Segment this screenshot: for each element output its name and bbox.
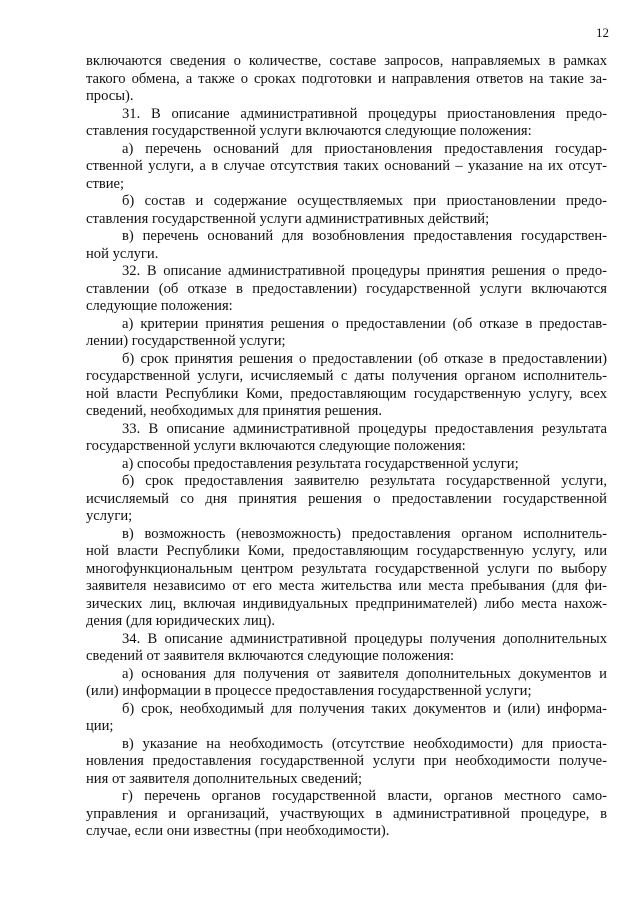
text-line: сведений, необходимых для принятия решения.: [86, 403, 383, 419]
text-line: ставлении (об отказе в предоставлении) государственной услуги включаются: [86, 280, 607, 297]
text-line: государственной услуги, исчисляемый с даты получения органом исполнитель-: [86, 368, 607, 384]
text-line: б) состав и содержание осуществляемых при приостановлении предо-: [122, 193, 607, 209]
text-line: в) указание на необходимость (отсутствие необходимости) для приоста-: [122, 735, 607, 752]
text-line: в) перечень оснований для возобновления предоставления государствен-: [122, 228, 607, 244]
paragraph: [86, 141, 607, 194]
text-line: а) основания для получения от заявителя дополнительных документов и: [122, 665, 607, 682]
text-line: дения (для юридических лиц).: [86, 613, 275, 629]
text-line: 34. В описание административной процедуры получения дополнительных: [122, 630, 607, 647]
paragraph: [86, 351, 607, 421]
text-line: г) перечень органов государственной власти, органов местного само-: [122, 788, 607, 804]
text-line: а) перечень оснований для приостановления предоставления государ-: [122, 140, 607, 157]
paragraph: [86, 263, 607, 316]
text-line: многофункциональным центром результата государственной услуги по выбору: [86, 560, 607, 577]
paragraph: [86, 193, 607, 228]
paragraph: [86, 526, 607, 631]
text-line: исчисляемый со дня принятия решения о предоставлении государственной: [86, 490, 607, 507]
text-line: б) срок, необходимый для получения таких документов и (или) информа-: [122, 700, 607, 717]
paragraph: [86, 106, 607, 141]
text-line: управления и организаций, участвующих в административной процедуре, в: [86, 805, 607, 822]
text-line: ствие;: [86, 175, 125, 192]
text-line: зических лиц, включая индивидуальных предпринимателей) либо места нахож-: [86, 595, 607, 612]
paragraph: [86, 701, 607, 736]
text-line: 32. В описание административной процедуры принятия решения о предо-: [122, 263, 607, 279]
text-line: просы).: [86, 88, 134, 104]
paragraph: [86, 473, 607, 526]
text-line: б) срок принятия решения о предоставлении (об отказе в предоставлении): [122, 350, 607, 367]
paragraph: [86, 788, 607, 841]
text-line: в) возможность (невозможность) предоставления органом исполнитель-: [122, 525, 607, 542]
text-line: а) критерии принятия решения о предоставлении (об отказе в предостав-: [122, 315, 607, 332]
text-line: ставления государственной услуги административных действий;: [86, 210, 490, 227]
paragraph: [86, 736, 607, 789]
text-line: заявителя независимо от его места жительства или места пребывания (для фи-: [86, 578, 607, 594]
paragraph: [86, 228, 607, 263]
text-line: включаются сведения о количестве, составе запросов, направляемых в рамках: [86, 53, 607, 69]
text-line: ния от заявителя дополнительных сведений;: [86, 770, 363, 787]
paragraph: [86, 456, 607, 474]
paragraph: [86, 631, 607, 666]
text-line: ной услуги.: [86, 245, 159, 262]
text-line: новления предоставления государственной услуги при необходимости получе-: [86, 753, 607, 769]
paragraph: [86, 666, 607, 701]
text-line: государственной услуги включаются следующие положения:: [86, 438, 466, 454]
text-line: услуги;: [86, 508, 133, 524]
document-body: [86, 53, 607, 841]
text-line: (или) информации в процессе предоставления государственной услуги;: [86, 683, 532, 699]
paragraph: [86, 53, 607, 106]
text-line: такого обмена, а также о сроках подготовки и направления ответов на такие за-: [86, 70, 607, 87]
text-line: сведений от заявителя включаются следующие положения:: [86, 648, 455, 664]
text-line: а) способы предоставления результата государственной услуги;: [122, 455, 519, 472]
text-line: ной власти Республики Коми, предоставляющим государственную услугу, или: [86, 543, 607, 559]
text-line: следующие положения:: [86, 298, 233, 314]
text-line: ции;: [86, 718, 114, 734]
text-line: ственной услуги, а в случае отсутствия таких оснований – указание на их отсут-: [86, 158, 607, 174]
paragraph: [86, 316, 607, 351]
text-line: 33. В описание административной процедуры предоставления результата: [122, 420, 607, 437]
paragraph: [86, 421, 607, 456]
text-line: б) срок предоставления заявителю результата государственной услуги,: [122, 473, 607, 489]
text-line: ной власти Республики Коми, предоставляющим государственную услугу, всех: [86, 385, 607, 402]
text-line: ставления государственной услуги включаются следующие положения:: [86, 123, 532, 139]
text-line: лении) государственной услуги;: [86, 333, 286, 349]
text-line: случае, если они известны (при необходимости).: [86, 823, 390, 839]
page-number: 12: [596, 25, 609, 40]
text-line: 31. В описание административной процедуры приостановления предо-: [122, 105, 607, 122]
